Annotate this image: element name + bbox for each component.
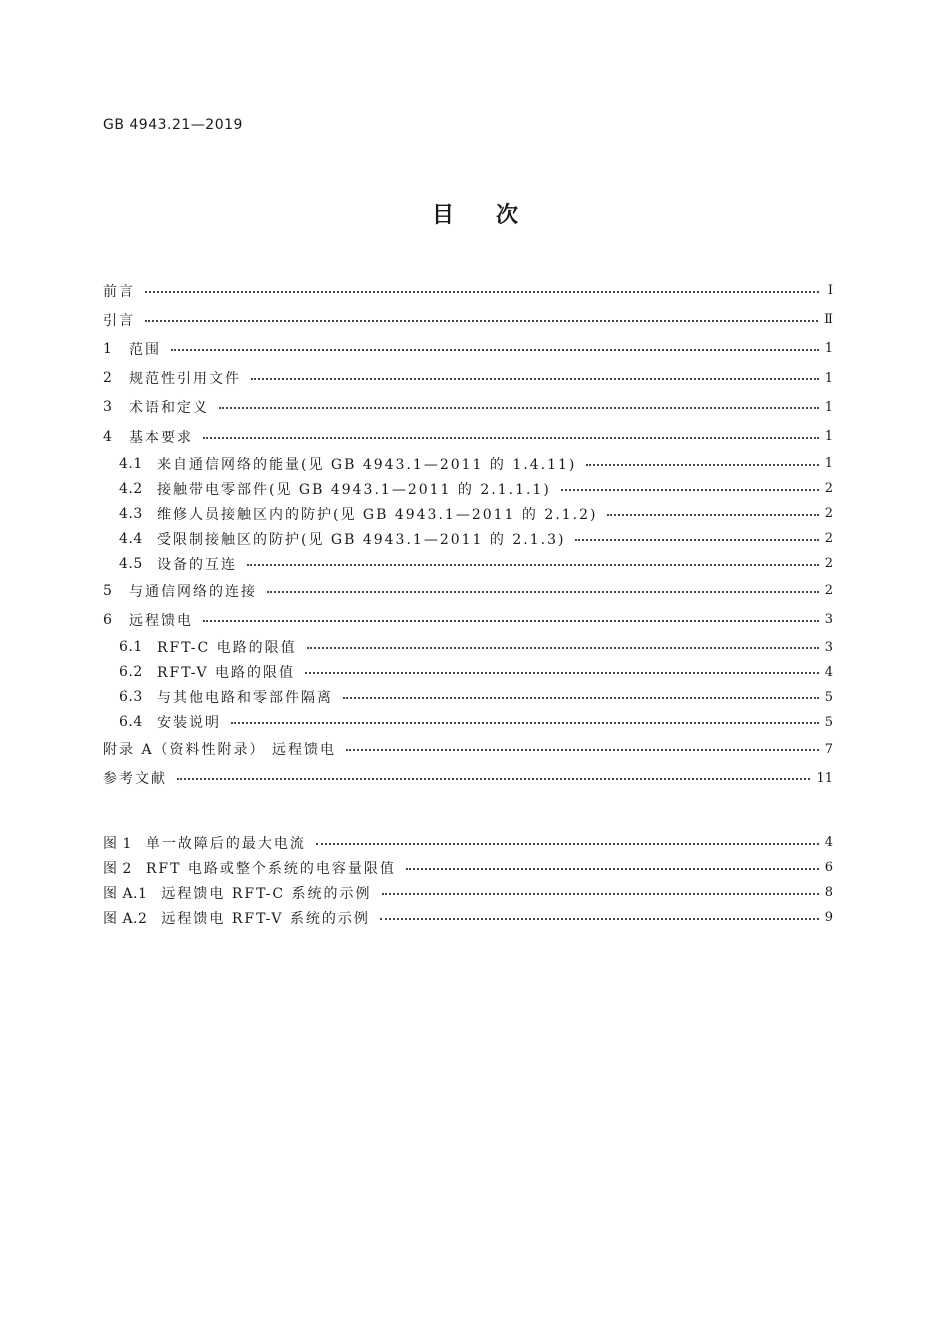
toc-entry[interactable]: [103, 276, 833, 305]
toc-entry-number: 6.2: [119, 664, 143, 680]
toc-entry-number: 6.1: [119, 639, 143, 655]
page-title-char-2: 次: [496, 203, 519, 228]
page-number: 3: [824, 612, 833, 628]
page-number: 2: [824, 556, 833, 572]
toc-entry[interactable]: [103, 476, 833, 501]
page-number: 5: [824, 689, 833, 705]
document-code: GB 4943.21—2019: [103, 117, 243, 133]
page-number: 4: [824, 835, 833, 850]
toc-entry-label: 引言: [103, 312, 135, 329]
toc-entry-number: 1: [103, 340, 113, 357]
toc-entry[interactable]: [103, 451, 833, 476]
toc-entry-label: 接触带电零部件(见 GB 4943.1—2011 的 2.1.1.1): [157, 481, 551, 498]
dot-leader: [305, 672, 819, 674]
page-number: 2: [824, 481, 833, 497]
toc-entry-label: 与通信网络的连接: [129, 583, 257, 600]
page-number: 8: [824, 885, 833, 900]
toc-entry[interactable]: [103, 735, 833, 764]
page-number: 9: [824, 910, 833, 925]
toc-entry[interactable]: [103, 305, 833, 334]
page-number: 2: [824, 506, 833, 522]
toc-entry-label: 安装说明: [157, 715, 221, 731]
dot-leader: [251, 378, 819, 380]
toc-entry-label: 远程馈电: [129, 612, 193, 629]
toc-entry-label: 附录 A（资料性附录） 远程馈电: [103, 742, 337, 759]
figure-list: [103, 830, 833, 930]
page-number: 1: [824, 341, 833, 357]
page-number: 1: [824, 456, 833, 472]
toc-entry-number: 4.3: [119, 505, 143, 522]
toc-entry-label: 范围: [129, 341, 161, 358]
table-of-contents: [103, 276, 833, 793]
dot-leader: [586, 464, 818, 466]
dot-leader: [267, 591, 819, 593]
page-number: Ⅰ: [827, 283, 833, 299]
toc-entry-label: 基本要求: [129, 429, 193, 446]
toc-entry-label: RFT-C 电路的限值: [157, 640, 297, 656]
toc-entry[interactable]: [103, 576, 833, 605]
toc-entry-number: 6: [103, 611, 113, 628]
toc-entry-label: 维修人员接触区内的防护(见 GB 4943.1—2011 的 2.1.2): [157, 506, 598, 523]
dot-leader: [203, 437, 819, 439]
dot-leader: [380, 918, 819, 920]
figure-entry[interactable]: [103, 880, 833, 905]
toc-entry[interactable]: [103, 422, 833, 451]
toc-entry-number: 4.2: [119, 480, 143, 497]
toc-entry[interactable]: [103, 364, 833, 393]
dot-leader: [307, 647, 819, 649]
dot-leader: [561, 489, 819, 491]
figure-number: 图 2: [103, 860, 132, 877]
page-number: Ⅱ: [824, 312, 833, 328]
toc-entry[interactable]: [103, 660, 833, 685]
toc-entry[interactable]: [103, 710, 833, 735]
toc-entry-label: 来自通信网络的能量(见 GB 4943.1—2011 的 1.4.11): [157, 456, 577, 473]
dot-leader: [607, 514, 818, 516]
figure-title: 远程馈电 RFT-C 系统的示例: [161, 885, 372, 902]
page-number: 1: [824, 399, 833, 415]
toc-entry-number: 4.5: [119, 555, 143, 572]
figure-entry[interactable]: [103, 905, 833, 930]
dot-leader: [406, 868, 819, 870]
figure-number: 图 A.1: [103, 885, 148, 902]
figure-number: 图 1: [103, 835, 132, 852]
toc-entry-number: 5: [103, 582, 113, 599]
dot-leader: [231, 722, 819, 724]
toc-entry-number: 3: [103, 399, 113, 416]
page-number: 1: [824, 370, 833, 386]
toc-entry-label: 与其他电路和零部件隔离: [157, 690, 333, 706]
page-number: 5: [824, 714, 833, 730]
toc-entry-number: 2: [103, 370, 113, 387]
dot-leader: [219, 407, 819, 409]
toc-entry-number: 4.4: [119, 530, 143, 547]
dot-leader: [145, 291, 819, 293]
page-title-char-1: 目: [431, 203, 454, 228]
page-number: 4: [824, 664, 833, 680]
toc-entry-number: 6.4: [119, 714, 143, 730]
toc-entry[interactable]: [103, 334, 833, 363]
page-number: 11: [816, 770, 833, 786]
page-number: 3: [824, 639, 833, 655]
dot-leader: [575, 539, 818, 541]
page-number: 2: [824, 583, 833, 599]
dot-leader: [316, 843, 819, 845]
figure-title: 远程馈电 RFT-V 系统的示例: [161, 910, 370, 927]
dot-leader: [145, 320, 818, 322]
dot-leader: [343, 697, 819, 699]
toc-entry[interactable]: [103, 635, 833, 660]
page-number: 1: [824, 429, 833, 445]
toc-entry-label: 受限制接触区的防护(见 GB 4943.1—2011 的 2.1.3): [157, 531, 566, 548]
page-title: [0, 198, 950, 229]
toc-entry-label: 规范性引用文件: [129, 371, 241, 388]
toc-entry[interactable]: [103, 764, 833, 793]
page-number: 2: [824, 531, 833, 547]
toc-entry-label: 设备的互连: [157, 556, 237, 573]
page-number: 7: [824, 741, 833, 757]
toc-entry-label: 参考文献: [103, 771, 167, 788]
toc-entry-label: 术语和定义: [129, 400, 209, 417]
figure-entry[interactable]: [103, 855, 833, 880]
toc-entry[interactable]: [103, 605, 833, 634]
toc-entry-number: 4: [103, 428, 113, 445]
figure-title: RFT 电路或整个系统的电容量限值: [145, 860, 396, 877]
toc-entry-number: 6.3: [119, 689, 143, 705]
figure-number: 图 A.2: [103, 910, 148, 927]
page-number: 6: [824, 860, 833, 875]
toc-entry[interactable]: [103, 526, 833, 551]
dot-leader: [346, 749, 819, 751]
toc-entry[interactable]: [103, 551, 833, 576]
dot-leader: [247, 564, 819, 566]
dot-leader: [382, 893, 819, 895]
figure-title: 单一故障后的最大电流: [145, 835, 306, 852]
dot-leader: [171, 349, 819, 351]
figure-entry[interactable]: [103, 830, 833, 855]
toc-entry[interactable]: [103, 685, 833, 710]
toc-entry[interactable]: [103, 393, 833, 422]
toc-entry-label: 前言: [103, 283, 135, 300]
dot-leader: [177, 778, 810, 780]
toc-entry-label: RFT-V 电路的限值: [157, 665, 296, 681]
toc-entry-number: 4.1: [119, 455, 143, 472]
toc-entry[interactable]: [103, 501, 833, 526]
dot-leader: [203, 620, 819, 622]
